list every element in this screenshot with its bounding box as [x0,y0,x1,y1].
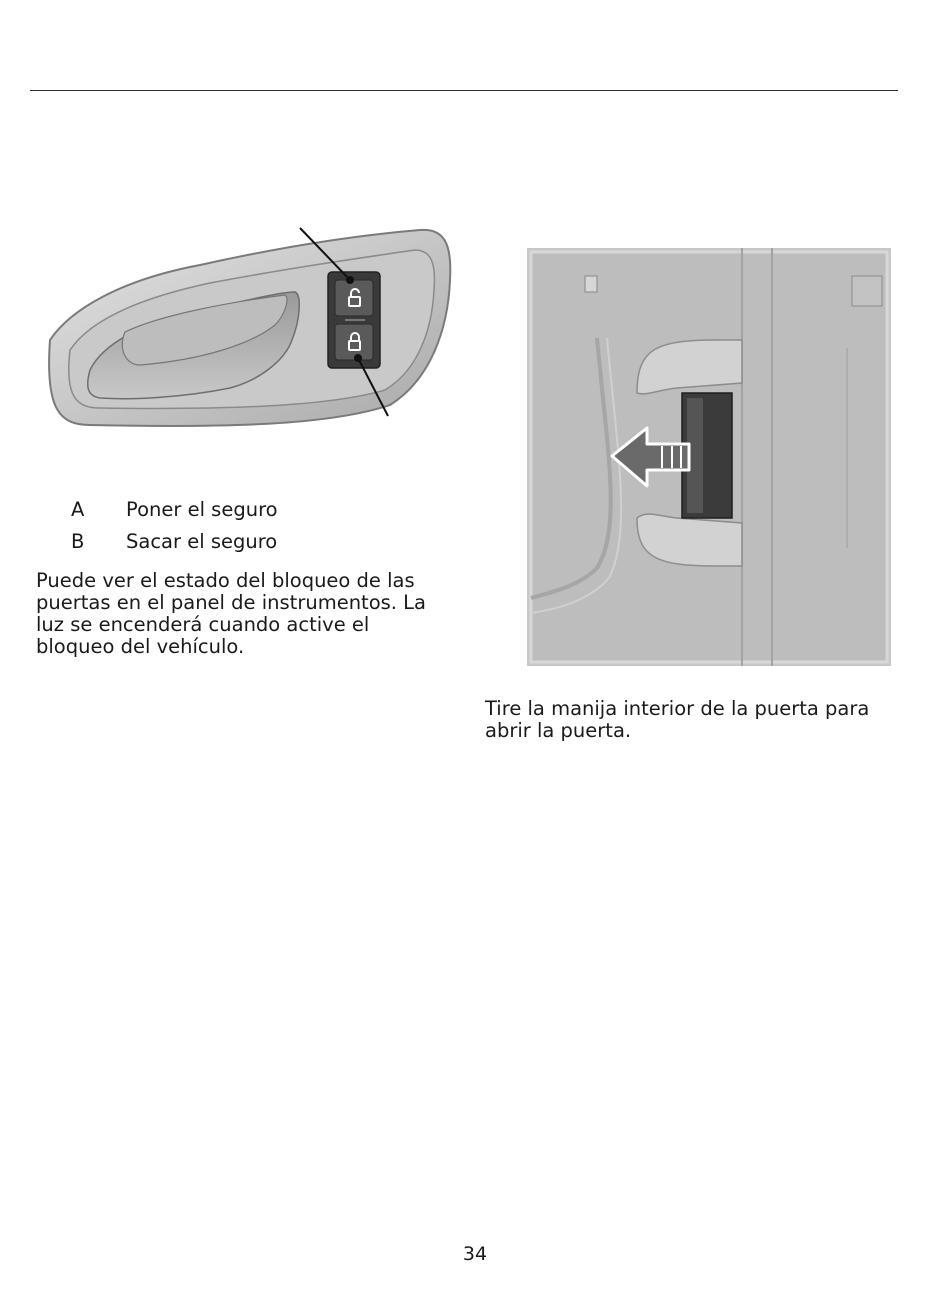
header-rule [30,90,898,91]
legend-item [36,494,456,526]
callout-legend [36,494,456,558]
page-number: 34 [462,1243,488,1265]
legend-key: B [71,530,85,553]
lock-status-paragraph: Puede ver el estado del bloqueo de las puertas en el panel de instrumentos. La luz se encenderá cuando active el bloqueo del vehículo. [36,569,426,658]
open-door-paragraph: Tire la manija interior de la puerta para abrir la puerta. [485,697,870,742]
legend-text: Sacar el seguro [126,530,278,553]
legend-item [36,526,456,558]
legend-key: A [71,498,85,521]
legend-text: Poner el seguro [126,498,278,521]
door-handle-lock-illustration [30,220,460,440]
door-handle-pull-illustration [527,248,891,666]
